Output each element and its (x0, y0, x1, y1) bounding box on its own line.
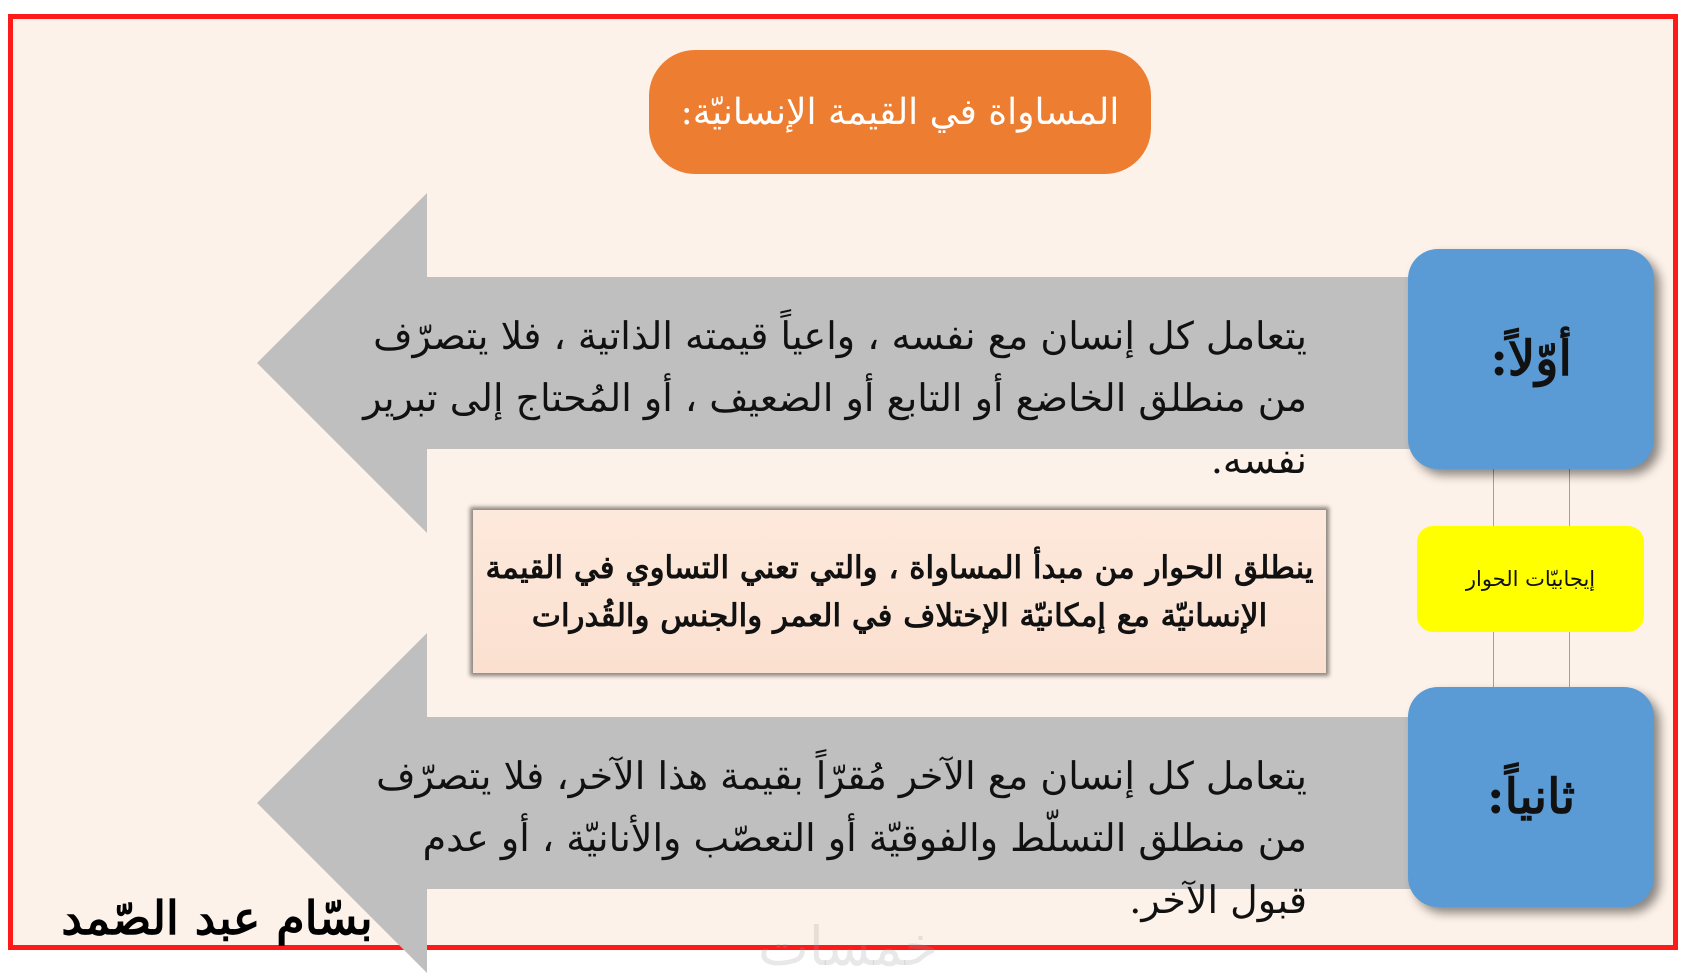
connector-line (1493, 469, 1494, 526)
slide (8, 14, 1678, 978)
second-label: ثانياً: (1486, 769, 1576, 825)
connector-line (1569, 632, 1570, 687)
dialogue-positives-text: إيجابيّات الحوار (1465, 567, 1596, 591)
dialogue-positives-label (1417, 526, 1644, 632)
central-note-box (473, 510, 1326, 673)
second-point-text: يتعامل كل إنسان مع الآخر مُقرّاً بقيمة هذا الآخر، فلا يتصرّف من منطلق التسلّط والفوقيّة أو التعصّب والأنانيّة ، أو عدم قبول الآخر. (376, 754, 1307, 922)
first-label: أوّلاً: (1490, 331, 1572, 387)
central-note-text: ينطلق الحوار من مبدأ المساواة ، والتي تعني التساوي في القيمة الإنسانيّة مع إمكانيّة الإختلاف في العمر والجنس والقُدرات (485, 549, 1314, 634)
connector-line (1493, 632, 1494, 687)
watermark: خمسات (758, 915, 939, 978)
second-label-box (1408, 687, 1654, 907)
first-arrow (257, 193, 1413, 533)
first-label-box (1408, 249, 1654, 469)
connector-line (1569, 469, 1570, 526)
slide-title: المساواة في القيمة الإنسانيّة: (649, 50, 1151, 174)
first-point-text: يتعامل كل إنسان مع نفسه ، واعياً قيمته الذاتية ، فلا يتصرّف من منطلق الخاضع أو التابع أو الضعيف ، أو المُحتاج إلى تبرير نفسه. (363, 314, 1307, 482)
author-signature: بسّام عبد الصّمد (61, 891, 373, 945)
